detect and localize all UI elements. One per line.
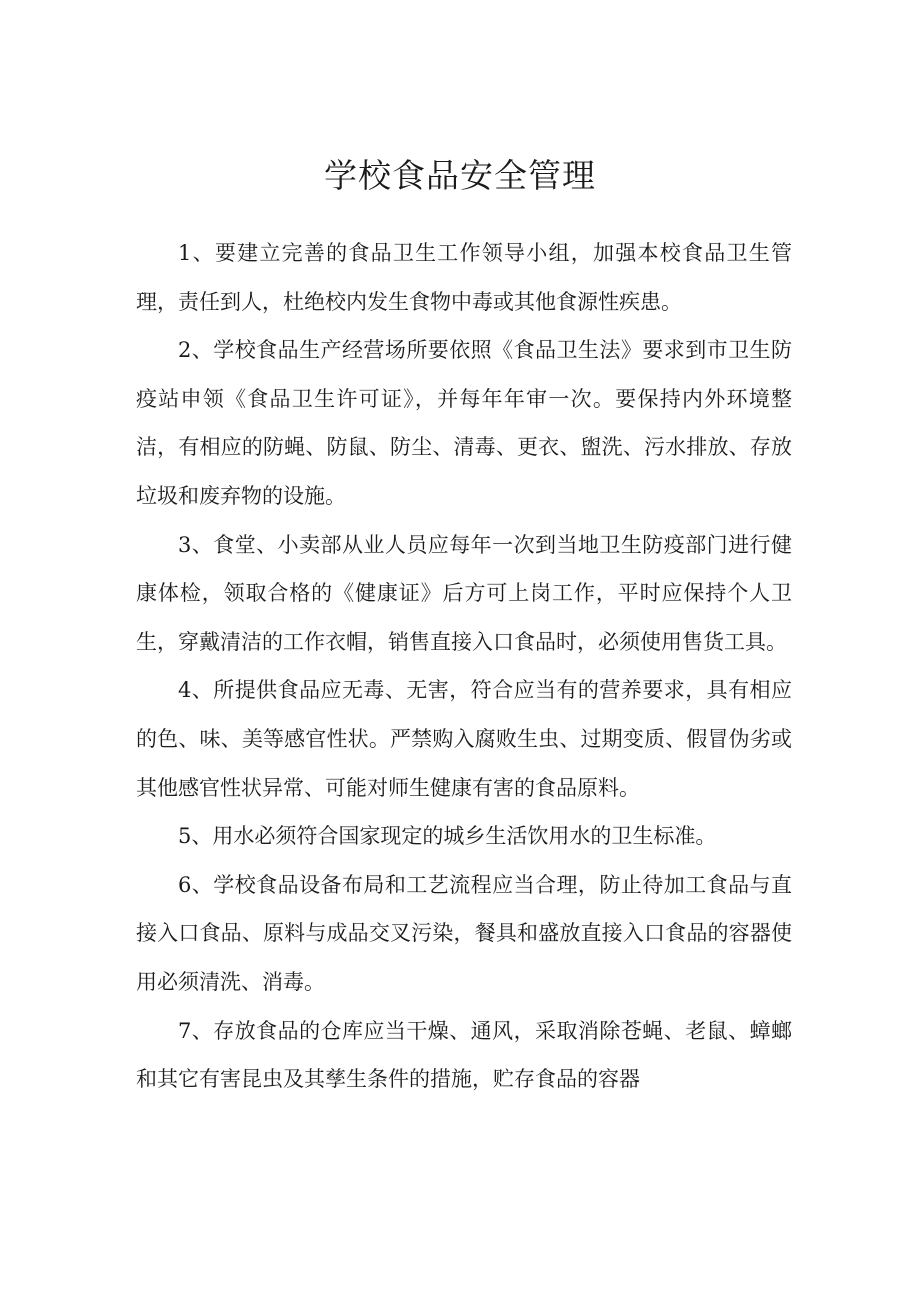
paragraph-3: 3、食堂、小卖部从业人员应每年一次到当地卫生防疫部门进行健康体检，领取合格的《健康证》后方可上岗工作，平时应保持个人卫生，穿戴清洁的工作衣帽，销售直接入口食品时，必须使用售货工具。 xyxy=(136,532,792,654)
paragraph-5: 5、用水必须符合国家现定的城乡生活饮用水的卫生标准。 xyxy=(178,824,717,849)
document-title: 学校食品安全管理 xyxy=(324,156,596,195)
paragraph-2: 2、学校食品生产经营场所要依照《食品卫生法》要求到市卫生防疫站申领《食品卫生许可证》，并每年年审一次。要保持内外环境整洁，有相应的防蝇、防鼠、防尘、清毒、更衣、盥洗、污水排放、存放垃圾和废弃物的设施。 xyxy=(136,338,792,508)
paragraph-1: 1、要建立完善的食品卫生工作领导小组，加强本校食品卫生管理，责任到人，杜绝校内发生食物中毒或其他食源性疾患。 xyxy=(136,241,792,314)
paragraph-7: 7、存放食品的仓库应当干燥、通风，采取消除苍蝇、老鼠、蟑螂和其它有害昆虫及其孳生条件的措施，贮存食品的容器 xyxy=(136,1018,792,1092)
paragraph-4: 4、所提供食品应无毒、无害，符合应当有的营养要求，具有相应的色、味、美等感官性状。严禁购入腐败生虫、过期变质、假冒伪劣或其他感官性状异常、可能对师生健康有害的食品原料。 xyxy=(136,678,792,800)
paragraph-6: 6、学校食品设备布局和工艺流程应当合理，防止待加工食品与直接入口食品、原料与成品交叉污染，餐具和盛放直接入口食品的容器使用必须清洗、消毒。 xyxy=(136,872,792,994)
document-body xyxy=(136,229,792,1104)
